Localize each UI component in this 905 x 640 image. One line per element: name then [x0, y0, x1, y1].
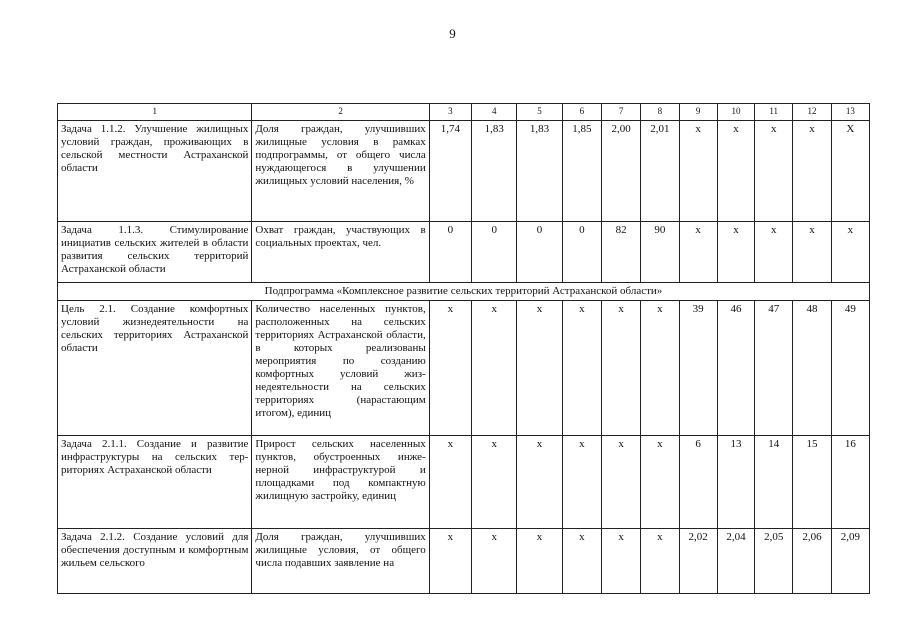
value-cell: 14 — [755, 436, 793, 529]
value-cell: x — [793, 222, 831, 283]
indicator-table — [57, 103, 870, 594]
value-cell: 90 — [641, 222, 679, 283]
value-cell: x — [601, 436, 640, 529]
task-cell: Задача 1.1.2. Улучшение жилищных условий граждан, проживающих в сельской местности Астраханской области — [58, 121, 252, 222]
subprogram-title: Подпрограмма «Комплексное развитие сельских территорий Астраханской области» — [58, 283, 870, 301]
header-cell: 6 — [562, 104, 601, 121]
task-cell: Задача 2.1.1. Создание и развитие инфраструктуры на сельских территориях Астраханской области — [58, 436, 252, 529]
value-cell: 0 — [429, 222, 471, 283]
value-cell: 16 — [831, 436, 869, 529]
value-cell: 6 — [679, 436, 717, 529]
header-cell: 4 — [472, 104, 517, 121]
value-cell: 47 — [755, 301, 793, 436]
table-row — [58, 121, 870, 222]
value-cell: x — [472, 301, 517, 436]
header-cell: 9 — [679, 104, 717, 121]
value-cell: x — [641, 301, 679, 436]
value-cell: x — [641, 436, 679, 529]
value-cell: x — [679, 121, 717, 222]
header-cell: 10 — [717, 104, 754, 121]
value-cell: x — [429, 529, 471, 594]
value-cell: 2,06 — [793, 529, 831, 594]
task-cell: Задача 2.1.2. Создание условий для обеспечения доступным и комфортным жильем сельского — [58, 529, 252, 594]
value-cell: x — [517, 436, 562, 529]
indicator-cell: Охват граждан, участвующих в социальных проектах, чел. — [252, 222, 429, 283]
value-cell: 2,01 — [641, 121, 679, 222]
value-cell: 46 — [717, 301, 754, 436]
header-cell: 8 — [641, 104, 679, 121]
indicator-table-wrapper — [57, 103, 871, 598]
table-row — [58, 529, 870, 594]
value-cell: 48 — [793, 301, 831, 436]
indicator-cell: Доля граждан, улучшивших жилищные условия, от общего числа подавших заявление на — [252, 529, 429, 594]
header-cell: 13 — [831, 104, 869, 121]
value-cell: x — [717, 222, 754, 283]
value-cell: 2,05 — [755, 529, 793, 594]
table-row — [58, 301, 870, 436]
header-cell: 11 — [755, 104, 793, 121]
value-cell: X — [831, 121, 869, 222]
header-cell: 1 — [58, 104, 252, 121]
value-cell: x — [429, 436, 471, 529]
value-cell: x — [679, 222, 717, 283]
page-number: 9 — [449, 26, 456, 41]
subprogram-row — [58, 283, 870, 301]
value-cell: x — [755, 222, 793, 283]
value-cell: x — [562, 301, 601, 436]
value-cell: x — [793, 121, 831, 222]
value-cell: 0 — [472, 222, 517, 283]
value-cell: 1,83 — [517, 121, 562, 222]
value-cell: 1,85 — [562, 121, 601, 222]
header-cell: 3 — [429, 104, 471, 121]
task-cell: Цель 2.1. Создание комфортных условий жизнедеятельности на сельских территориях Астраханской области — [58, 301, 252, 436]
value-cell: x — [717, 121, 754, 222]
value-cell: x — [562, 436, 601, 529]
value-cell: x — [429, 301, 471, 436]
value-cell: 49 — [831, 301, 869, 436]
value-cell: x — [641, 529, 679, 594]
value-cell: x — [472, 529, 517, 594]
indicator-cell: Количество населенных пунктов, расположенных на сельских территориях Астраханской области, в которых реализованы мероприятия по созданию комфортных условий жизнедеятельности на сельских территориях (нарастающим итогом), единиц — [252, 301, 429, 436]
value-cell: x — [755, 121, 793, 222]
value-cell: 0 — [562, 222, 601, 283]
indicator-cell: Прирост сельских населенных пунктов, обустроенных инженерной инфраструктурой и площадками под компактную жилищную застройку, единиц — [252, 436, 429, 529]
header-cell: 7 — [601, 104, 640, 121]
value-cell: x — [831, 222, 869, 283]
header-row — [58, 104, 870, 121]
value-cell: 13 — [717, 436, 754, 529]
table-row — [58, 436, 870, 529]
value-cell: x — [517, 301, 562, 436]
value-cell: 1,74 — [429, 121, 471, 222]
value-cell: 2,00 — [601, 121, 640, 222]
value-cell: 2,09 — [831, 529, 869, 594]
header-cell: 5 — [517, 104, 562, 121]
value-cell: 15 — [793, 436, 831, 529]
task-cell: Задача 1.1.3. Стимулирование инициатив сельских жителей в области развития сельских территорий Астраханской области — [58, 222, 252, 283]
header-cell: 2 — [252, 104, 429, 121]
value-cell: x — [601, 301, 640, 436]
value-cell: x — [601, 529, 640, 594]
header-cell: 12 — [793, 104, 831, 121]
value-cell: x — [472, 436, 517, 529]
value-cell: 2,04 — [717, 529, 754, 594]
value-cell: x — [517, 529, 562, 594]
value-cell: 39 — [679, 301, 717, 436]
value-cell: 1,83 — [472, 121, 517, 222]
table-row — [58, 222, 870, 283]
value-cell: x — [562, 529, 601, 594]
value-cell: 2,02 — [679, 529, 717, 594]
value-cell: 82 — [601, 222, 640, 283]
value-cell: 0 — [517, 222, 562, 283]
indicator-cell: Доля граждан, улучшивших жилищные условия в рамках подпрограммы, от общего числа нуждающегося в улучшении жилищных условий населения, % — [252, 121, 429, 222]
